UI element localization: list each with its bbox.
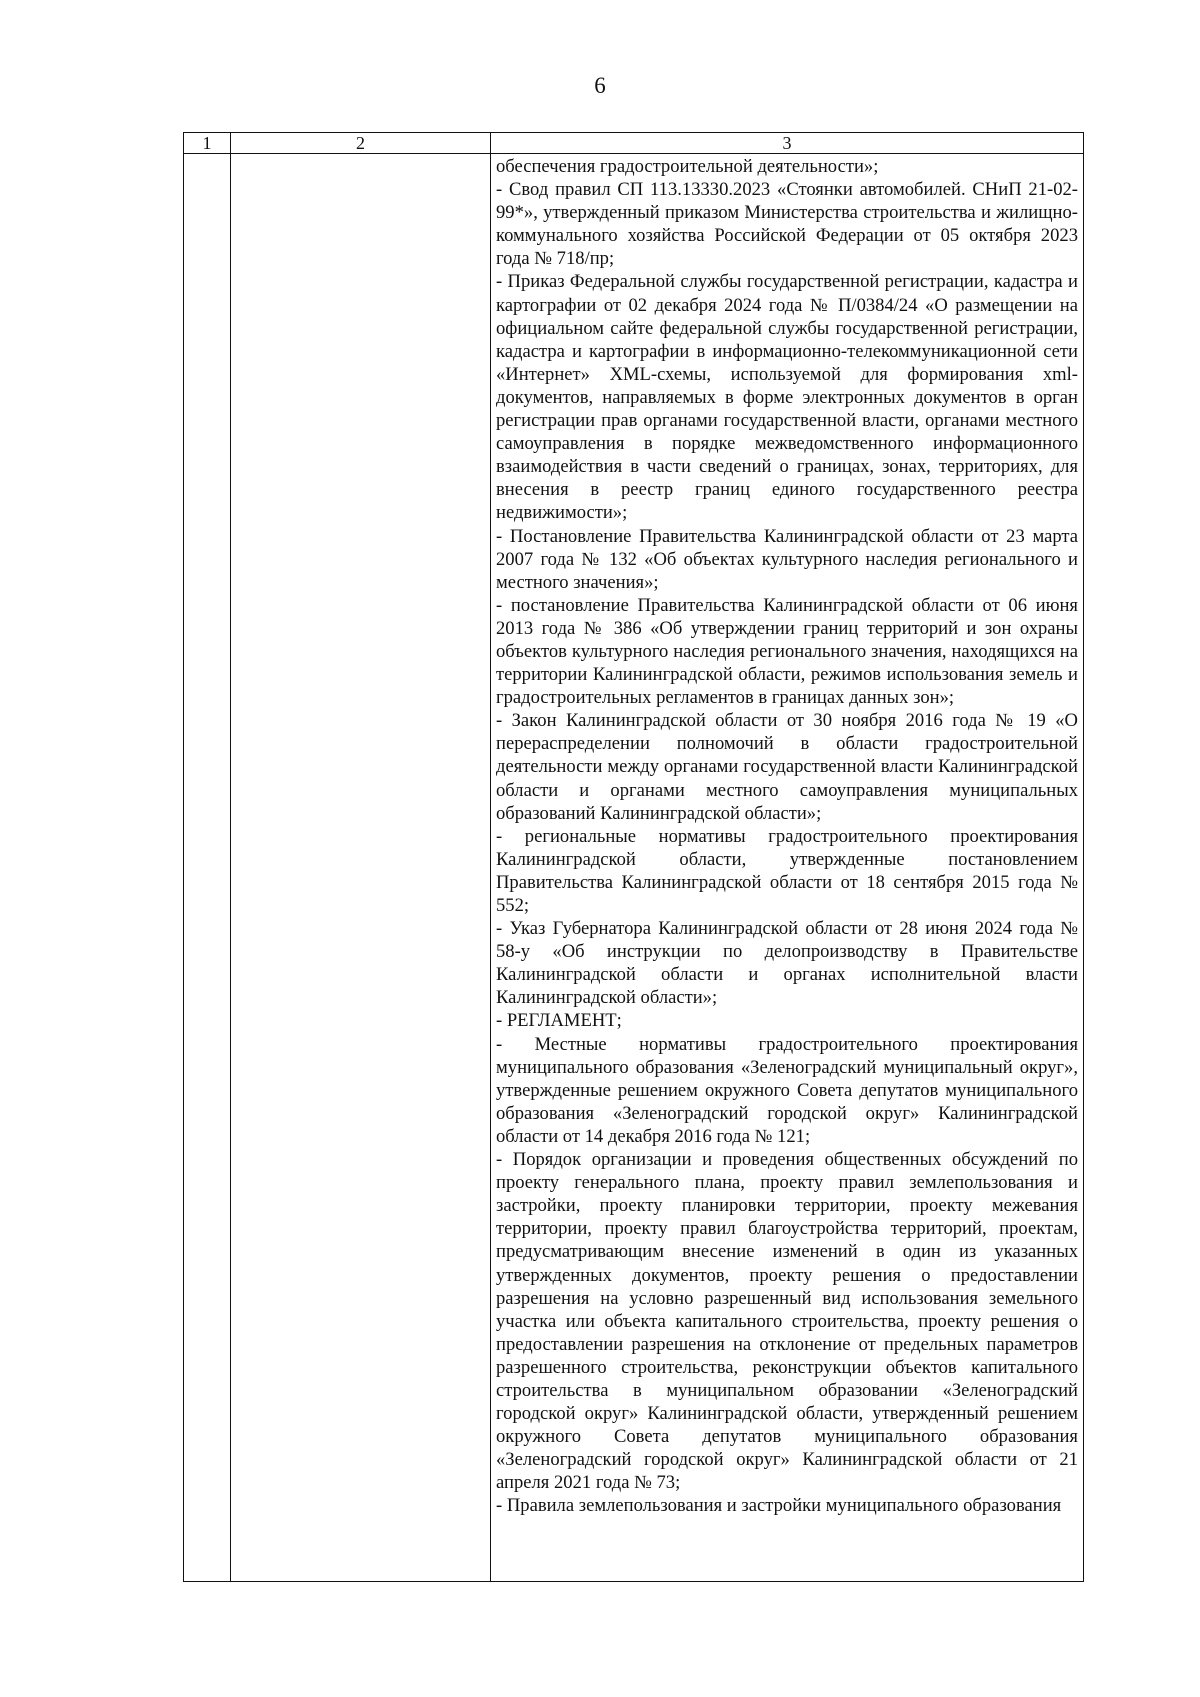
- list-item: - Приказ Федеральной службы государственной регистрации, кадастра и картографии от 02 декабря 2024 года № П/0384/24 «О размещении на официальном сайте федеральной службы государственной регистрации, кадастра и картографии в информационно-телекоммуникационной сети «Интернет» XML-схемы, используемой для формирования xml-документов, направляемых в форме электронных документов в орган регистрации прав органами государственной власти, органами местного самоуправления в порядке межведомственного информационного взаимодействия в части сведений о границах, зонах, территориях, для внесения в реестр границ единого государственного реестра недвижимости»;: [496, 271, 1078, 524]
- column-2-cell: [231, 154, 491, 1582]
- table-header-row: [184, 133, 1084, 154]
- list-item: - РЕГЛАМЕНТ;: [496, 1010, 622, 1032]
- list-item: - Правила землепользования и застройки муниципального образования: [496, 1495, 1062, 1517]
- list-item: обеспечения градостроительной деятельности»;: [496, 156, 879, 177]
- list-item: - постановление Правительства Калининградской области от 06 июня 2013 года № 386 «Об утверждении границ территорий и зон охраны объектов культурного наследия регионального значения, находящихся на территории Калининградской области, режимов использования земель и градостроительных регламентов в границах данных зон»;: [496, 594, 1078, 709]
- list-item: - Свод правил СП 113.13330.2023 «Стоянки автомобилей. СНиП 21-02-99*», утвержденный приказом Министерства строительства и жилищно-коммунального хозяйства Российской Федерации от 05 октября 2023 года № 718/пр;: [496, 179, 1078, 270]
- document-table: [183, 132, 1084, 1582]
- list-item: - Указ Губернатора Калининградской области от 28 июня 2024 года № 58-у «Об инструкции по делопроизводству в Правительстве Калининградской области и органах исполнительной власти Калининградской области»;: [496, 918, 1078, 1009]
- list-item: - Закон Калининградской области от 30 ноября 2016 года № 19 «О перераспределении полномочий в области градостроительной деятельности между органами государственной власти Калининградской области и органами местного самоуправления муниципальных образований Калининградской области»;: [496, 710, 1078, 824]
- column-header-2: 2: [231, 133, 491, 154]
- list-item: - Постановление Правительства Калининградской области от 23 марта 2007 года № 132 «Об объектах культурного наследия регионального и местного значения»;: [496, 525, 1078, 593]
- column-header-3: 3: [491, 133, 1084, 154]
- list-item: - региональные нормативы градостроительного проектирования Калининградской области, утвержденные постановлением Правительства Калининградской области от 18 сентября 2015 года № 552;: [496, 825, 1078, 916]
- page-number: 6: [594, 73, 606, 98]
- table-row: [184, 154, 1084, 1582]
- column-header-1: 1: [184, 133, 231, 154]
- column-3-cell: [491, 154, 1084, 1582]
- list-item: - Порядок организации и проведения общественных обсуждений по проекту генерального плана, проекту правил землепользования и застройки, проекту планировки территории, проекту межевания территории, проекту правил благоустройства территорий, проектам, предусматривающим внесение изменений в один из указанных утвержденных документов, проекту решения о предоставлении разрешения на условно разрешенный вид использования земельного участка или объекта капитального строительства, проекту решения о предоставлении разрешения на отклонение от предельных параметров разрешенного строительства, реконструкции объектов капитального строительства в муниципальном образовании «Зеленоградский городской округ» Калининградской области, утвержденный решением окружного Совета депутатов муниципального образования «Зеленоградский городской округ» Калининградской области от 21 апреля 2021 года № 73;: [496, 1149, 1078, 1494]
- column-1-cell: [184, 154, 231, 1582]
- list-item: - Местные нормативы градостроительного проектирования муниципального образования «Зеленоградский муниципальный округ», утвержденные решением окружного Совета депутатов муниципального образования «Зеленоградский городской округ» Калининградской области от 14 декабря 2016 года № 121;: [496, 1033, 1078, 1147]
